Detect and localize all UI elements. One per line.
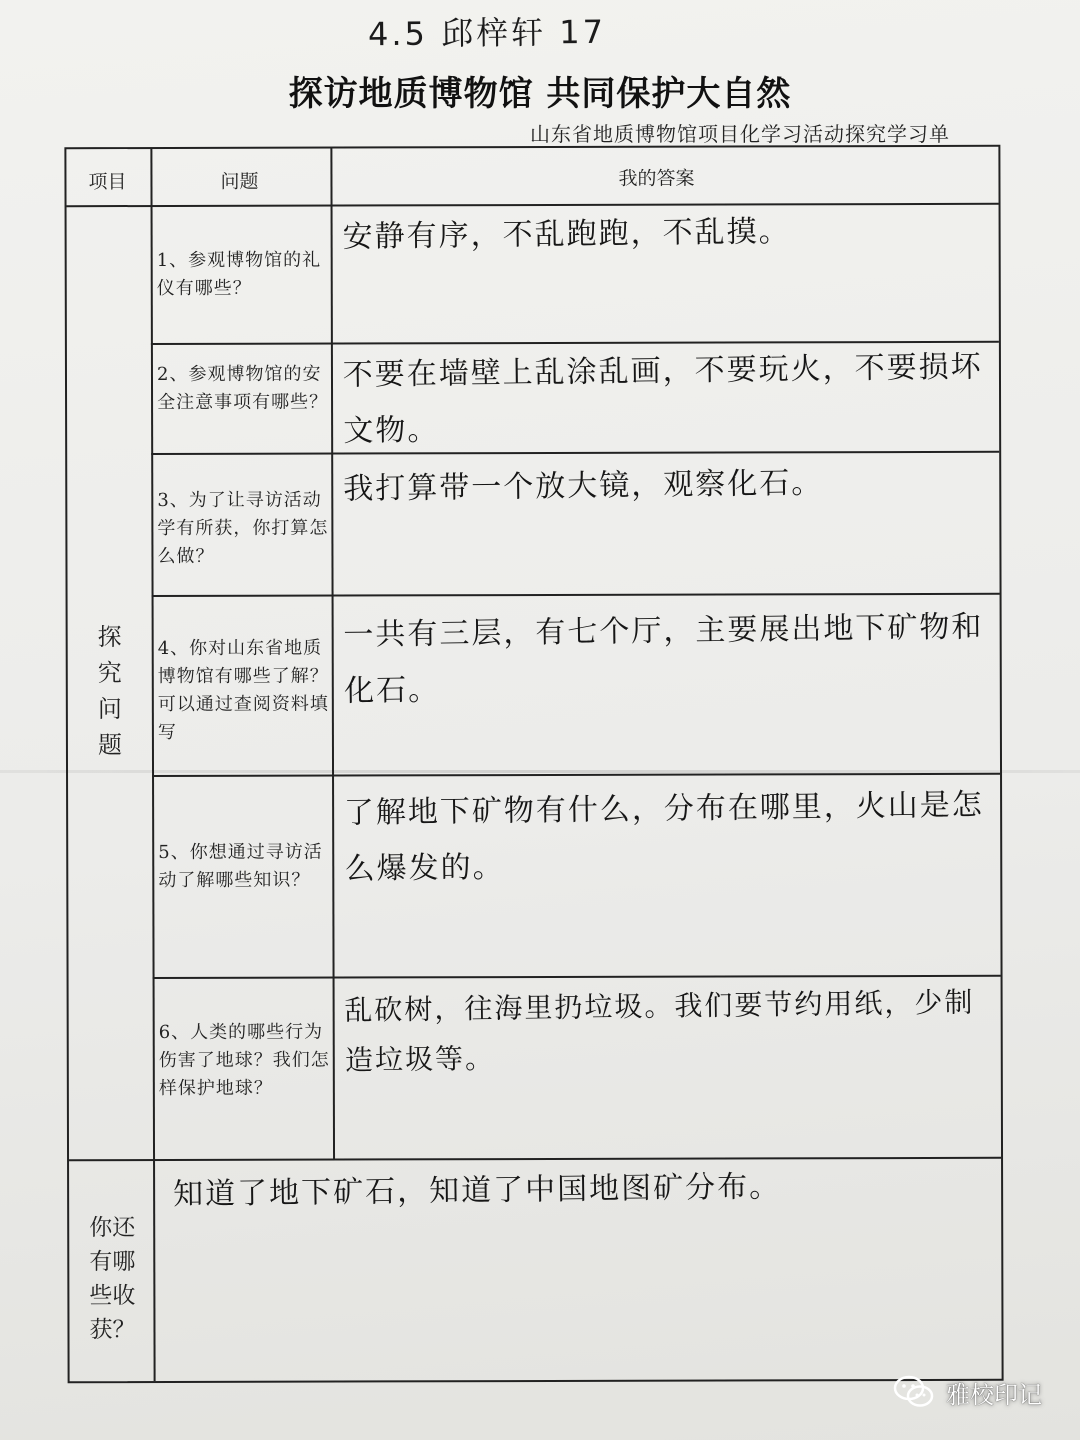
col-header-item: 项目 xyxy=(88,171,127,194)
answer-4: 一共有三层，有七个厅，主要展出地下矿物和化石。 xyxy=(343,609,984,709)
col-divider xyxy=(153,1159,156,1381)
answer-3: 我打算带一个放大镜，观察化石。 xyxy=(343,465,824,507)
row-divider xyxy=(152,593,1000,597)
question-3: 3、为了让寻访活动学有所获，你打算怎么做？ xyxy=(157,489,329,567)
wechat-watermark xyxy=(892,1372,1042,1412)
question-6: 6、人类的哪些行为伤害了地球？我们怎样保护地球？ xyxy=(158,1021,330,1099)
row-divider xyxy=(152,773,1000,777)
page-subtitle: 山东省地质博物馆项目化学习活动探究学习单 xyxy=(530,122,950,146)
question-1: 1、参观博物馆的礼仪有哪些？ xyxy=(156,249,322,299)
col-header-question: 问题 xyxy=(220,170,259,193)
answer-5: 了解地下矿物有什么，分布在哪里，火山是怎么爆发的。 xyxy=(343,787,985,887)
watermark-text: 雅校印记 xyxy=(946,1380,1042,1409)
harvest-label: 你还有哪些收获？ xyxy=(89,1215,136,1344)
answer-1: 安静有序，不乱跑跑，不乱摸。 xyxy=(342,213,791,255)
section-label-inquiry: 探究问题 xyxy=(97,623,122,760)
wechat-icon xyxy=(892,1372,936,1412)
question-4: 4、你对山东省地质博物馆有哪些了解？可以通过查阅资料填写 xyxy=(157,637,329,743)
handwritten-student-id: 4.5 邱梓轩 17 xyxy=(367,12,607,54)
answer-2: 不要在墙壁上乱涂乱画，不要玩火，不要损坏文物。 xyxy=(342,349,983,449)
col-header-answer: 我的答案 xyxy=(618,167,695,190)
col-divider xyxy=(330,149,335,1159)
col-divider xyxy=(150,149,155,1159)
worksheet-table xyxy=(64,145,1003,1383)
answer-6: 乱砍树，往海里扔垃圾。我们要节约用纸，少制造垃圾等。 xyxy=(344,985,975,1077)
harvest-answer: 知道了地下矿石，知道了中国地图矿分布。 xyxy=(172,1169,782,1213)
question-2: 2、参观博物馆的安全注意事项有哪些？ xyxy=(156,363,329,413)
page-title: 探访地质博物馆 共同保护大自然 xyxy=(288,74,792,114)
question-5: 5、你想通过寻访活动了解哪些知识？ xyxy=(158,841,323,891)
